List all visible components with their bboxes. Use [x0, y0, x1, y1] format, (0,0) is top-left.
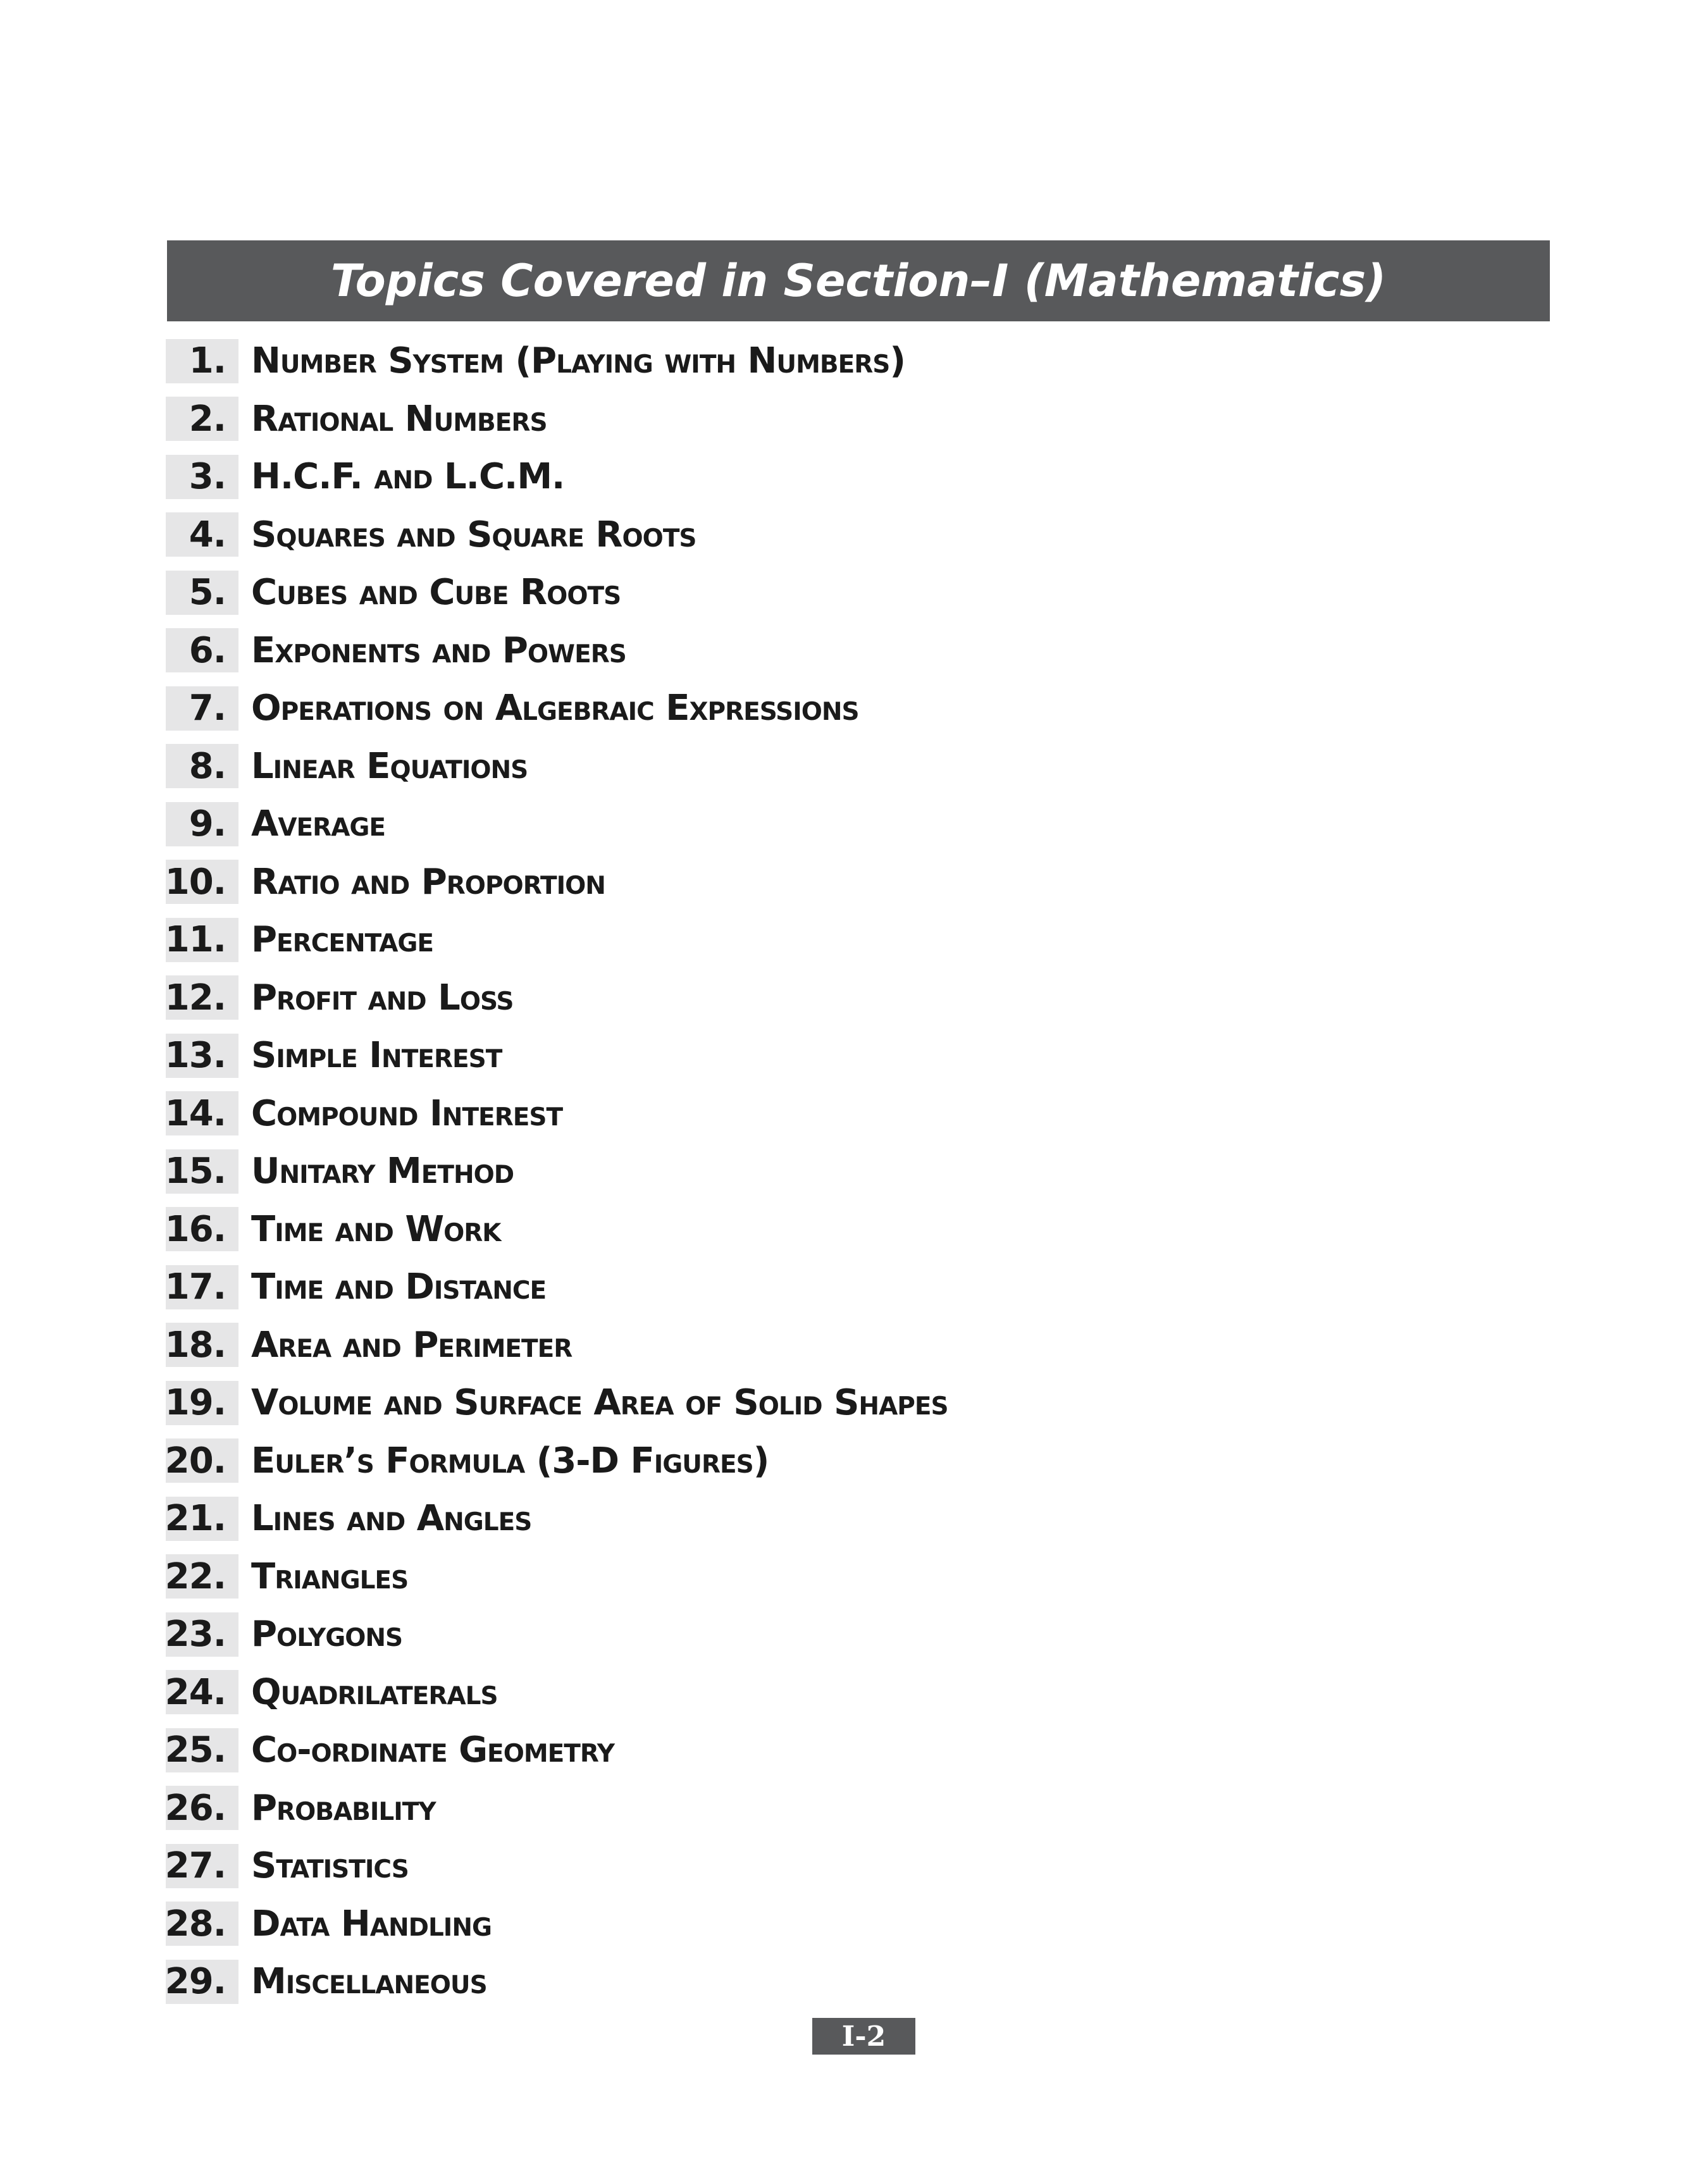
topic-number: 3.: [166, 455, 238, 499]
topic-item: [166, 1490, 1557, 1548]
topic-number: 16.: [166, 1207, 238, 1251]
topic-number: 6.: [166, 628, 238, 672]
topic-label: Quadrilaterals: [251, 1671, 498, 1713]
topic-label: Rational Numbers: [251, 398, 547, 440]
topic-number: 21.: [166, 1497, 238, 1541]
topic-label: Number System (Playing with Numbers): [251, 340, 905, 382]
topic-label: Average: [251, 803, 386, 845]
topics-list: [166, 332, 1557, 2011]
topic-label: Statistics: [251, 1845, 409, 1887]
topic-number: 22.: [166, 1554, 238, 1599]
topic-number: 19.: [166, 1381, 238, 1425]
topic-item: [166, 1258, 1557, 1316]
topic-number: 1.: [166, 339, 238, 383]
topic-number: 13.: [166, 1034, 238, 1078]
topic-number: 18.: [166, 1323, 238, 1367]
topic-label: Probability: [251, 1787, 436, 1829]
topic-label: Cubes and Cube Roots: [251, 572, 621, 614]
topic-label: Area and Perimeter: [251, 1324, 572, 1366]
topic-item: [166, 564, 1557, 622]
topic-number: 9.: [166, 802, 238, 846]
topic-label: Polygons: [251, 1614, 403, 1655]
topic-item: [166, 1837, 1557, 1895]
topic-number: 4.: [166, 512, 238, 557]
topic-label: Euler’s Formula (3-D Figures): [251, 1440, 769, 1481]
page-title: Topics Covered in Section–I (Mathematics): [330, 255, 1387, 307]
topic-label: Exponents and Powers: [251, 629, 626, 671]
topic-number: 29.: [166, 1960, 238, 2004]
topic-label: Lines and Angles: [251, 1498, 532, 1540]
page-number: I-2: [812, 2018, 915, 2055]
topic-number: 26.: [166, 1786, 238, 1830]
topic-label: Linear Equations: [251, 745, 528, 787]
topic-item: [166, 795, 1557, 853]
topic-label: Unitary Method: [251, 1151, 514, 1192]
topic-number: 20.: [166, 1438, 238, 1483]
topic-label: Data Handling: [251, 1903, 492, 1945]
topic-number: 28.: [166, 1902, 238, 1946]
topic-label: Operations on Algebraic Expressions: [251, 688, 859, 729]
topic-label: Time and Distance: [251, 1266, 547, 1308]
topic-label: Triangles: [251, 1555, 409, 1597]
topic-item: [166, 1432, 1557, 1490]
topic-label: Time and Work: [251, 1208, 501, 1250]
topic-number: 5.: [166, 571, 238, 615]
topic-number: 12.: [166, 975, 238, 1020]
topic-item: [166, 622, 1557, 680]
topic-item: [166, 1895, 1557, 1953]
topic-label: H.C.F. and L.C.M.: [251, 456, 565, 498]
topic-number: 15.: [166, 1149, 238, 1194]
topic-item: [166, 911, 1557, 969]
topic-number: 11.: [166, 918, 238, 962]
topic-number: 7.: [166, 686, 238, 731]
topic-item: [166, 1605, 1557, 1664]
topic-item: [166, 1316, 1557, 1375]
topic-label: Ratio and Proportion: [251, 861, 605, 903]
topic-number: 17.: [166, 1265, 238, 1309]
topic-label: Miscellaneous: [251, 1961, 487, 2003]
topic-item: [166, 738, 1557, 796]
topic-item: [166, 506, 1557, 564]
section-title-bar: [167, 240, 1550, 321]
topic-label: Compound Interest: [251, 1092, 563, 1134]
topic-number: 23.: [166, 1612, 238, 1657]
topic-label: Co-ordinate Geometry: [251, 1729, 615, 1771]
topic-item: [166, 1953, 1557, 2011]
topic-item: [166, 853, 1557, 912]
topic-number: 2.: [166, 397, 238, 441]
topic-number: 25.: [166, 1728, 238, 1772]
topic-item: [166, 1721, 1557, 1779]
topic-item: [166, 1548, 1557, 1606]
topic-number: 24.: [166, 1670, 238, 1714]
topic-item: [166, 1027, 1557, 1085]
topic-item: [166, 1085, 1557, 1143]
topic-item: [166, 679, 1557, 738]
topic-label: Squares and Square Roots: [251, 514, 696, 555]
topic-item: [166, 1779, 1557, 1838]
topic-label: Percentage: [251, 919, 434, 961]
topic-number: 27.: [166, 1844, 238, 1888]
topic-item: [166, 1142, 1557, 1201]
topic-number: 8.: [166, 744, 238, 788]
topic-item: [166, 1201, 1557, 1259]
topic-item: [166, 1664, 1557, 1722]
topic-item: [166, 1374, 1557, 1432]
topic-number: 10.: [166, 860, 238, 904]
topic-item: [166, 969, 1557, 1027]
topic-label: Simple Interest: [251, 1035, 502, 1077]
topic-number: 14.: [166, 1091, 238, 1135]
topic-item: [166, 448, 1557, 506]
topic-label: Profit and Loss: [251, 977, 514, 1018]
topic-item: [166, 332, 1557, 390]
topic-item: [166, 390, 1557, 448]
topic-label: Volume and Surface Area of Solid Shapes: [251, 1382, 948, 1424]
